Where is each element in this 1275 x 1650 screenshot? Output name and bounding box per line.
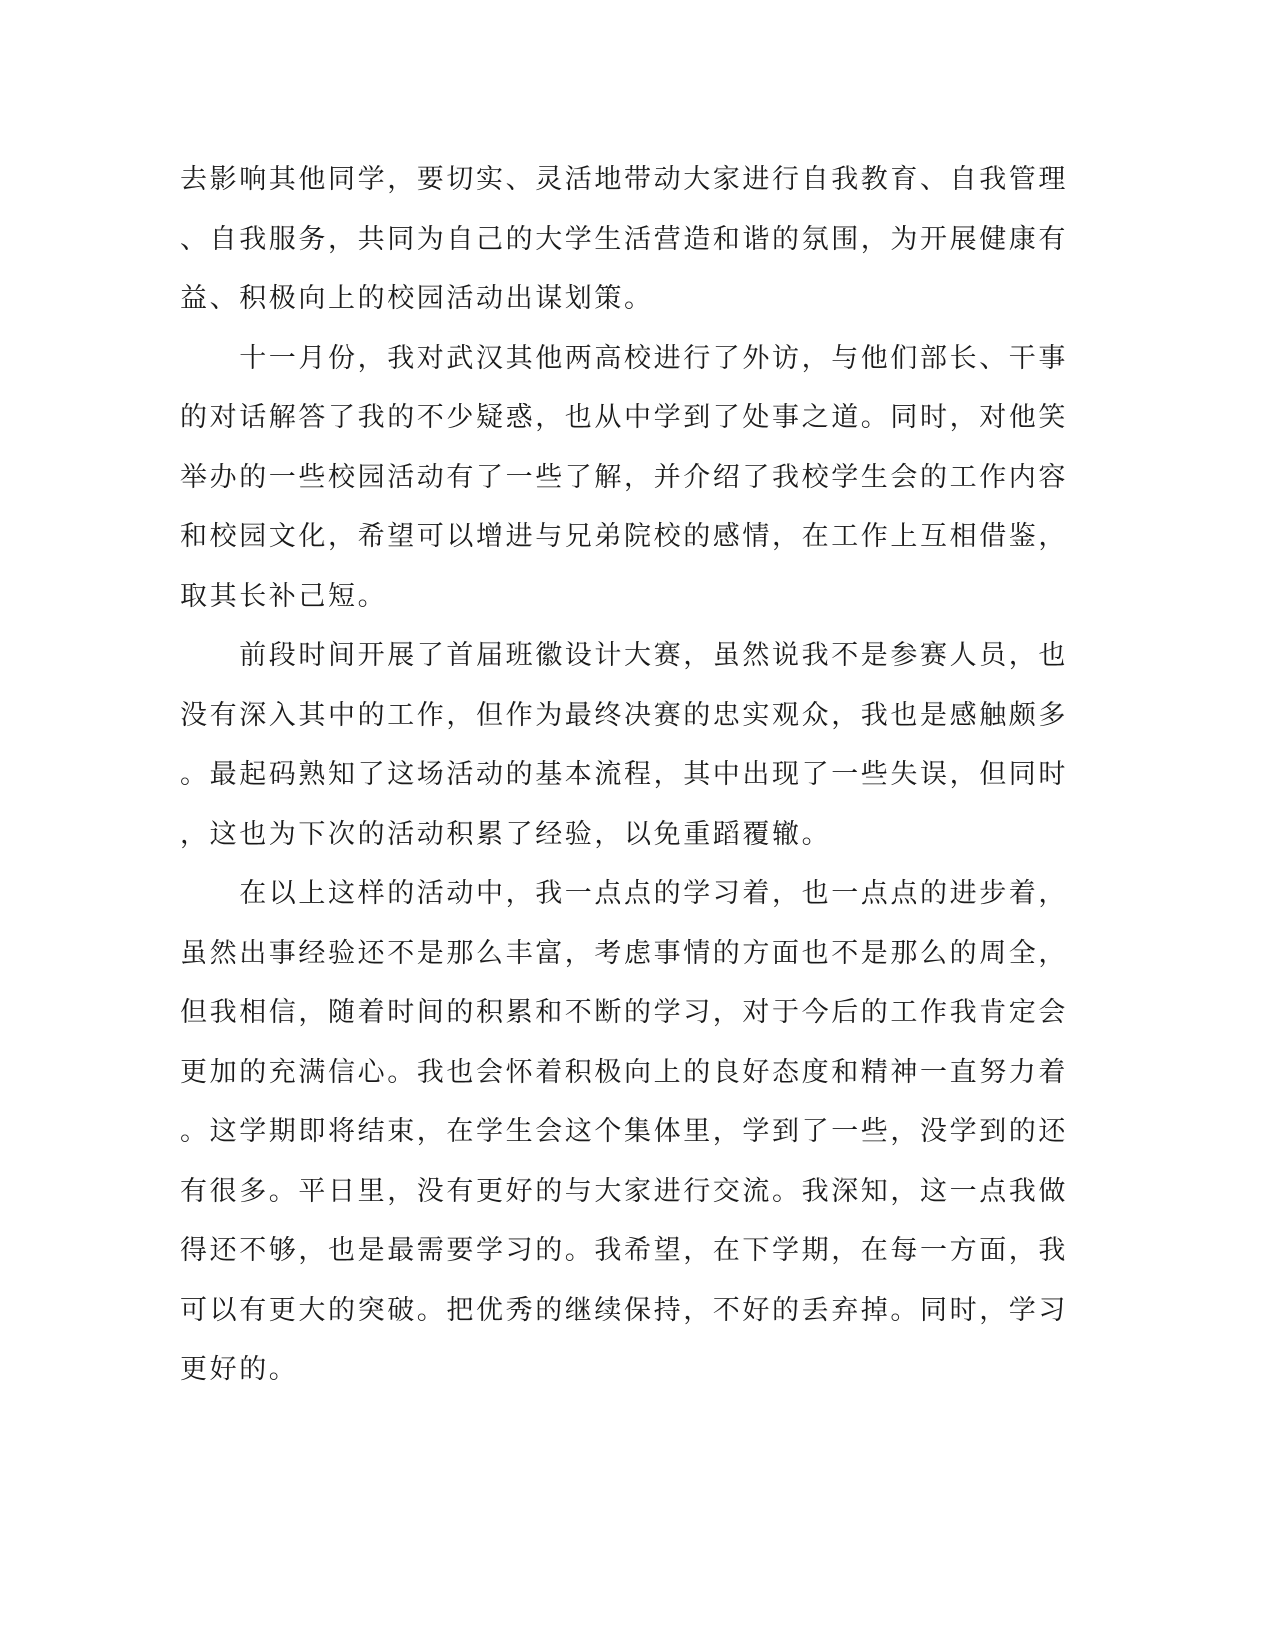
text-line: 前段时间开展了首届班徽设计大赛，虽然说我不是参赛人员，也 [180, 640, 1068, 671]
text-line: 去影响其他同学，要切实、灵活地带动大家进行自我教育、自我管理 [180, 164, 1068, 195]
text-line: 在以上这样的活动中，我一点点的学习着，也一点点的进步着， [180, 878, 1068, 909]
text-line: 更加的充满信心。我也会怀着积极向上的良好态度和精神一直努力着 [180, 1056, 1068, 1088]
text-line: 可以有更大的突破。把优秀的继续保持，不好的丢弃掉。同时，学习 [180, 1294, 1068, 1326]
paragraph-4 [180, 874, 1068, 1410]
paragraph-1 [180, 160, 1068, 339]
text-line: ，这也为下次的活动积累了经验，以免重蹈覆辙。 [180, 818, 832, 850]
text-line: 举办的一些校园活动有了一些了解，并介绍了我校学生会的工作内容 [180, 461, 1068, 493]
text-line: 和校园文化，希望可以增进与兄弟院校的感情，在工作上互相借鉴， [180, 521, 1068, 552]
text-line: 得还不够，也是最需要学习的。我希望，在下学期，在每一方面，我 [180, 1235, 1068, 1266]
text-line: 十一月份，我对武汉其他两高校进行了外访，与他们部长、干事 [180, 342, 1068, 374]
text-line: 益、积极向上的校园活动出谋划策。 [180, 283, 654, 314]
text-line: 、自我服务，共同为自己的大学生活营造和谐的氛围，为开展健康有 [180, 223, 1068, 255]
text-line: 的对话解答了我的不少疑惑，也从中学到了处事之道。同时，对他笑 [180, 402, 1068, 433]
text-line: 取其长补己短。 [180, 580, 388, 612]
text-line: 虽然出事经验还不是那么丰富，考虑事情的方面也不是那么的周全， [180, 937, 1068, 969]
document-body [180, 160, 1068, 1410]
paragraph-3 [180, 636, 1068, 874]
text-line: 但我相信，随着时间的积累和不断的学习，对于今后的工作我肯定会 [180, 997, 1068, 1028]
text-line: 。这学期即将结束，在学生会这个集体里，学到了一些，没学到的还 [180, 1116, 1068, 1147]
paragraph-2 [180, 339, 1068, 637]
text-line: 有很多。平日里，没有更好的与大家进行交流。我深知，这一点我做 [180, 1175, 1068, 1207]
text-line: 。最起码熟知了这场活动的基本流程，其中出现了一些失误，但同时 [180, 759, 1068, 790]
text-line: 没有深入其中的工作，但作为最终决赛的忠实观众，我也是感触颇多 [180, 699, 1068, 731]
text-line: 更好的。 [180, 1354, 299, 1385]
